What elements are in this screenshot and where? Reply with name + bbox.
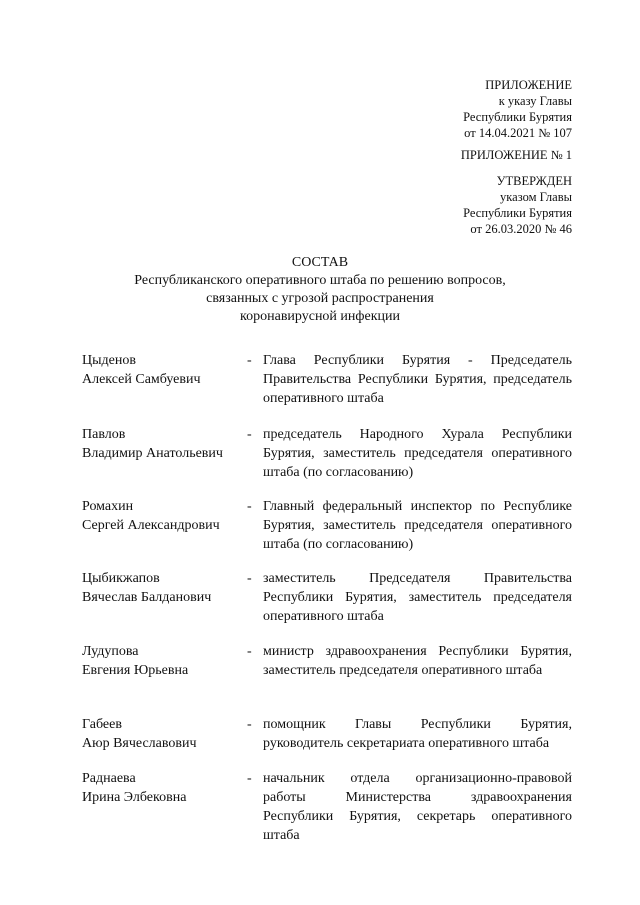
approved-header — [463, 173, 572, 237]
appendix-line: от 14.04.2021 № 107 — [464, 126, 572, 140]
appendix-line: ПРИЛОЖЕНИЕ — [485, 78, 572, 92]
member-role: председатель Народного Хурала Республики Бурятия, заместитель председателя оперативного штаба (по согласованию) — [263, 427, 572, 480]
approved-line: УТВЕРЖДЕН — [496, 174, 572, 188]
member-name — [82, 642, 227, 680]
member-dash: - — [247, 771, 252, 786]
member-role: Главный федеральный инспектор по Республике Бурятия, заместитель председателя оперативного штаба (по согласованию) — [263, 499, 572, 552]
member-surname: Цыбикжапов — [82, 571, 160, 586]
approved-line: Республики Бурятия — [463, 206, 572, 220]
member-name — [82, 497, 227, 535]
member-dash: - — [247, 353, 252, 368]
member-role: Глава Республики Бурятия - Председатель Правительства Республики Бурятия, председатель оперативного штаба — [263, 353, 572, 406]
member-name — [82, 425, 227, 463]
member-role: заместитель Председателя Правительства Республики Бурятия, заместитель председателя оперативного штаба — [263, 571, 572, 624]
member-name — [82, 769, 227, 807]
member-name — [82, 569, 227, 607]
member-role: министр здравоохранения Республики Бурятия, заместитель председателя оперативного штаба — [263, 644, 572, 678]
title-line: связанных с угрозой распространения — [206, 291, 434, 306]
member-surname: Павлов — [82, 427, 126, 442]
approved-line: указом Главы — [500, 190, 572, 204]
member-surname: Габеев — [82, 717, 122, 732]
member-dash: - — [247, 644, 252, 659]
member-name — [82, 351, 227, 389]
member-name — [82, 715, 227, 753]
member-role: помощник Главы Республики Бурятия, руководитель секретариата оперативного штаба — [263, 717, 572, 751]
member-surname: Цыденов — [82, 353, 136, 368]
title-heading: СОСТАВ — [291, 255, 349, 270]
member-surname: Лудупова — [82, 644, 139, 659]
member-surname: Раднаева — [82, 771, 136, 786]
member-role: начальник отдела организационно-правовой работы Министерства здравоохранения Республики Бурятия, секретарь оперативного штаба — [263, 771, 572, 843]
appendix-1-header — [461, 147, 572, 163]
document-title — [0, 254, 640, 326]
member-dash: - — [247, 717, 252, 732]
member-given-names: Евгения Юрьевна — [82, 663, 189, 678]
member-given-names: Аюр Вячеславович — [82, 736, 197, 751]
member-given-names: Вячеслав Балданович — [82, 590, 212, 605]
appendix-line: к указу Главы — [498, 94, 572, 108]
member-dash: - — [247, 571, 252, 586]
member-dash: - — [247, 427, 252, 442]
approved-line: от 26.03.2020 № 46 — [470, 222, 572, 236]
member-given-names: Ирина Элбековна — [82, 790, 187, 805]
member-given-names: Сергей Александрович — [82, 518, 220, 533]
member-surname: Ромахин — [82, 499, 134, 514]
member-given-names: Алексей Самбуевич — [82, 372, 201, 387]
member-dash: - — [247, 499, 252, 514]
appendix-header — [463, 77, 572, 141]
member-given-names: Владимир Анатольевич — [82, 446, 223, 461]
appendix-line: Республики Бурятия — [463, 110, 572, 124]
title-line: Республиканского оперативного штаба по решению вопросов, — [134, 273, 506, 288]
appendix-1-line: ПРИЛОЖЕНИЕ № 1 — [460, 148, 572, 162]
title-line: коронавирусной инфекции — [240, 309, 400, 324]
